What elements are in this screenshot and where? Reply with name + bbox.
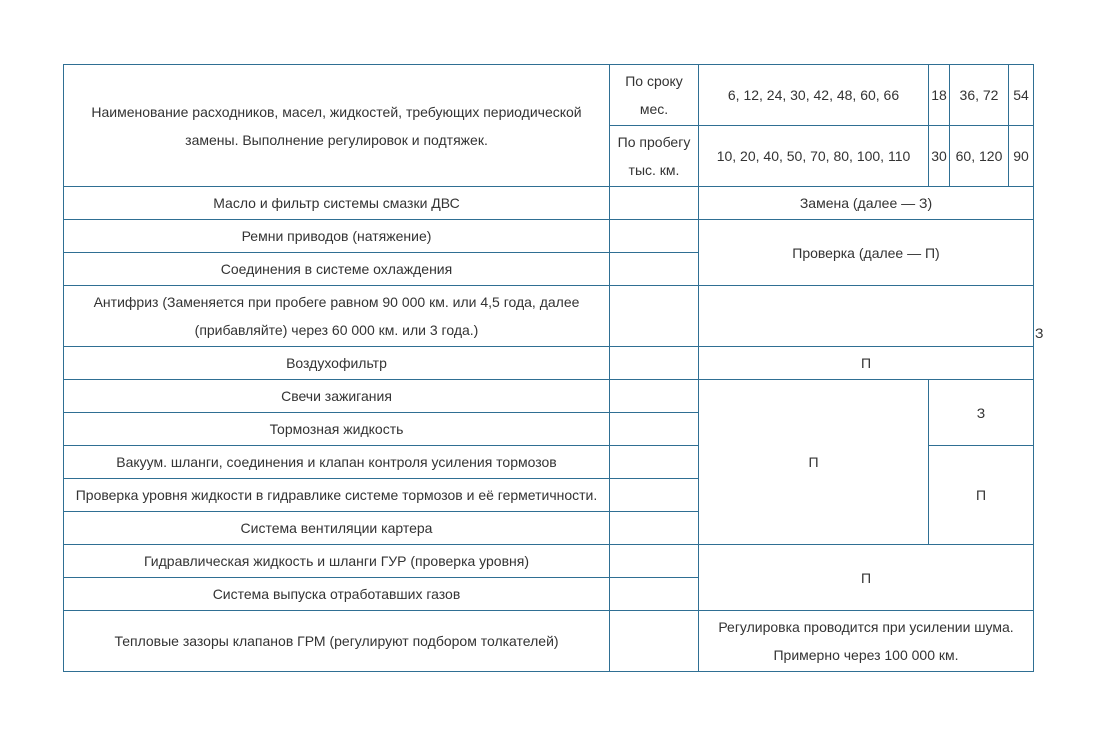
row-name: Гидравлическая жидкость и шланги ГУР (проверка уровня) [64,545,610,578]
header-months-3: 54 [1009,65,1034,126]
row-name: Свечи зажигания [64,380,610,413]
action-cell: З [929,380,1034,446]
header-mileage-3: 90 [1009,126,1034,187]
row-name: Соединения в системе охлаждения [64,253,610,286]
row-name: Система вентиляции картера [64,512,610,545]
table-row [64,380,1034,413]
header-mileage-0: 10, 20, 40, 50, 70, 80, 100, 110 [699,126,929,187]
header-months-1: 18 [929,65,950,126]
empty-cell [610,220,699,253]
table-row [64,187,1034,220]
header-months-2: 36, 72 [950,65,1009,126]
action-cell: П [699,380,929,545]
action-cell: П [699,545,1034,611]
row-name: Антифриз (Заменяется при пробеге равном 90 000 км. или 4,5 года, далее (прибавляйте) через 60 000 км. или 3 года.) [64,286,610,347]
table-row [64,611,1034,672]
table-row [64,220,1034,253]
row-name: Тепловые зазоры клапанов ГРМ (регулируют подбором толкателей) [64,611,610,672]
empty-cell [610,253,699,286]
row-name: Ремни приводов (натяжение) [64,220,610,253]
table-row [64,347,1034,380]
row-name: Масло и фильтр системы смазки ДВС [64,187,610,220]
empty-cell [610,286,699,347]
empty-cell [610,578,699,611]
header-row-time [64,65,1034,126]
action-cell: Регулировка проводится при усилении шума. Примерно через 100 000 км. [699,611,1034,672]
header-by-mileage: По пробегу тыс. км. [610,126,699,187]
empty-cell [610,187,699,220]
empty-cell [699,286,1034,347]
row-name: Вакуум. шланги, соединения и клапан контроля усиления тормозов [64,446,610,479]
empty-cell [610,413,699,446]
empty-cell [610,545,699,578]
action-cell: Проверка (далее — П) [699,220,1034,286]
action-cell: П [699,347,1034,380]
header-mileage-1: 30 [929,126,950,187]
empty-cell [610,380,699,413]
empty-cell [610,479,699,512]
header-mileage-2: 60, 120 [950,126,1009,187]
row-name: Тормозная жидкость [64,413,610,446]
table-row: Антифриз (Заменяется при пробеге равном 90 000 км. или 4,5 года, далее (прибавляйте) через 60 000 км. или 3 года.) З [64,286,1034,347]
row-name: Система выпуска отработавших газов [64,578,610,611]
header-item-name: Наименование расходников, масел, жидкостей, требующих периодической замены. Выполнение регулировок и подтяжек. [64,65,610,187]
empty-cell [610,611,699,672]
maintenance-table [63,64,1044,672]
empty-cell [610,347,699,380]
header-months-0: 6, 12, 24, 30, 42, 48, 60, 66 [699,65,929,126]
header-by-time: По сроку мес. [610,65,699,126]
action-cell: Замена (далее — З) [699,187,1034,220]
action-cell: П [929,446,1034,545]
row-name: Проверка уровня жидкости в гидравлике системе тормозов и её герметичности. [64,479,610,512]
row-name: Воздухофильтр [64,347,610,380]
table-row [64,545,1034,578]
empty-cell [610,512,699,545]
empty-cell [610,446,699,479]
